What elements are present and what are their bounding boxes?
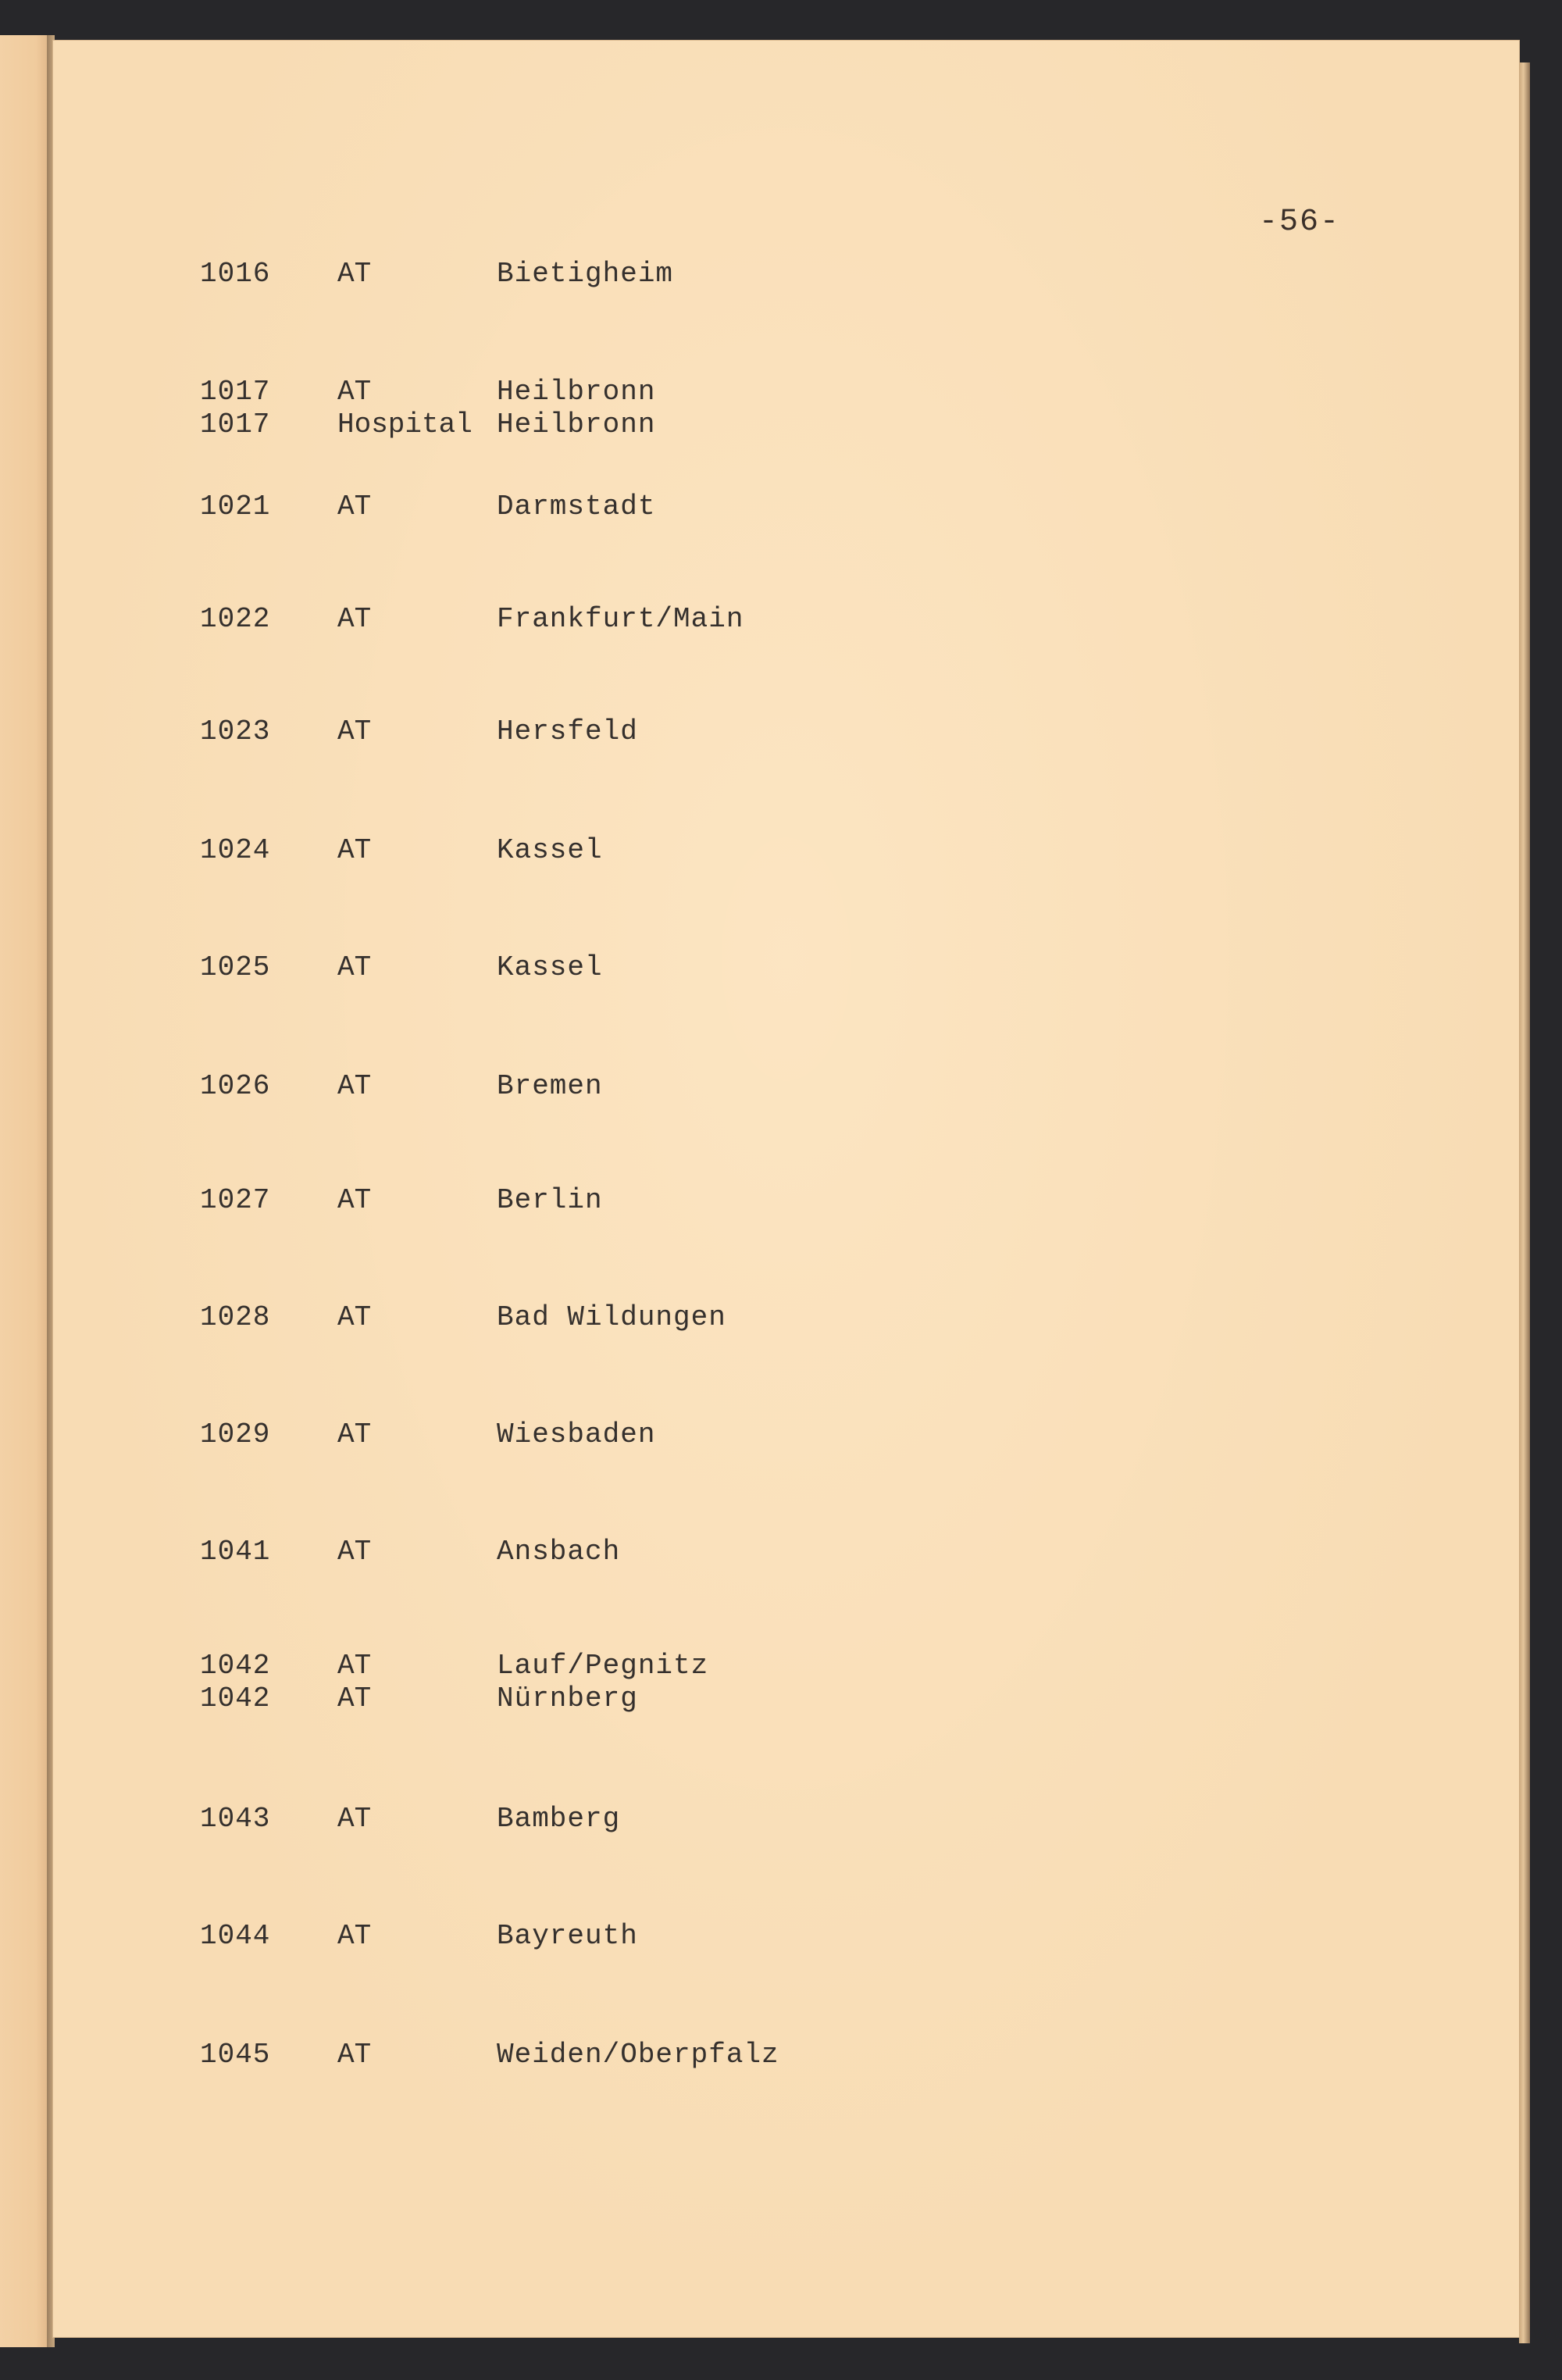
entry-place: Kassel [497, 951, 603, 983]
entry-number: 1042 [200, 1682, 271, 1715]
entry-line [0, 409, 1562, 441]
list-item [0, 1803, 1562, 1836]
list-item [0, 1301, 1562, 1334]
list-item [0, 1070, 1562, 1103]
entry-type: Hospital [337, 409, 473, 441]
entry-number: 1028 [200, 1301, 271, 1333]
entry-type: AT [337, 2039, 372, 2071]
entry-line [0, 1301, 1562, 1334]
entry-line [0, 1682, 1562, 1715]
entry-type: AT [337, 951, 372, 983]
entry-line [0, 1803, 1562, 1836]
list-item [0, 376, 1562, 441]
entry-number: 1016 [200, 258, 271, 290]
entry-type: AT [337, 834, 372, 866]
entry-place: Bietigheim [497, 258, 674, 290]
entry-type: AT [337, 376, 372, 408]
entry-type: AT [337, 1536, 372, 1568]
entry-line [0, 258, 1562, 291]
entry-line [0, 1536, 1562, 1568]
list-item [0, 2039, 1562, 2071]
list-item [0, 258, 1562, 291]
entry-line [0, 491, 1562, 523]
entry-type: AT [337, 1920, 372, 1952]
list-item [0, 1920, 1562, 1953]
entry-type: AT [337, 603, 372, 635]
entry-number: 1043 [200, 1803, 271, 1835]
entry-line [0, 715, 1562, 748]
entry-place: Ansbach [497, 1536, 621, 1568]
list-item [0, 1184, 1562, 1217]
entry-line [0, 1920, 1562, 1953]
entry-line [0, 951, 1562, 984]
entry-place: Bayreuth [497, 1920, 638, 1952]
entry-place: Nürnberg [497, 1682, 638, 1715]
entry-line [0, 2039, 1562, 2071]
entry-place: Weiden/Oberpfalz [497, 2039, 779, 2071]
entry-number: 1027 [200, 1184, 271, 1216]
entry-place: Frankfurt/Main [497, 603, 744, 635]
entry-type: AT [337, 1184, 372, 1216]
entry-type: AT [337, 1418, 372, 1450]
entry-place: Darmstadt [497, 491, 656, 523]
entry-number: 1045 [200, 2039, 271, 2071]
entry-number: 1021 [200, 491, 271, 523]
entry-number: 1044 [200, 1920, 271, 1952]
entry-place: Bremen [497, 1070, 603, 1102]
entry-line [0, 834, 1562, 867]
entry-number: 1017 [200, 376, 271, 408]
entry-type: AT [337, 1070, 372, 1102]
entry-type: AT [337, 1682, 372, 1715]
entry-line [0, 1650, 1562, 1682]
entry-number: 1025 [200, 951, 271, 983]
page-number: -56- [1259, 205, 1341, 240]
entry-line [0, 1070, 1562, 1103]
entry-line [0, 1184, 1562, 1217]
entry-type: AT [337, 1301, 372, 1333]
entry-place: Bad Wildungen [497, 1301, 726, 1333]
entry-number: 1023 [200, 715, 271, 748]
entry-number: 1017 [200, 409, 271, 441]
entry-number: 1024 [200, 834, 271, 866]
list-item [0, 715, 1562, 748]
list-item [0, 1650, 1562, 1715]
entry-type: AT [337, 258, 372, 290]
entry-number: 1022 [200, 603, 271, 635]
list-item [0, 951, 1562, 984]
entry-place: Lauf/Pegnitz [497, 1650, 709, 1682]
entry-place: Heilbronn [497, 376, 656, 408]
list-item [0, 491, 1562, 523]
entry-place: Wiesbaden [497, 1418, 656, 1450]
entry-place: Hersfeld [497, 715, 638, 748]
entry-number: 1042 [200, 1650, 271, 1682]
entry-type: AT [337, 1650, 372, 1682]
entry-place: Heilbronn [497, 409, 656, 441]
entry-number: 1041 [200, 1536, 271, 1568]
entry-place: Berlin [497, 1184, 603, 1216]
list-item [0, 1418, 1562, 1451]
list-item [0, 834, 1562, 867]
entry-line [0, 1418, 1562, 1451]
entry-number: 1026 [200, 1070, 271, 1102]
entry-type: AT [337, 1803, 372, 1835]
entry-type: AT [337, 491, 372, 523]
entry-line [0, 376, 1562, 409]
entry-place: Kassel [497, 834, 603, 866]
entry-line [0, 603, 1562, 636]
list-item [0, 1536, 1562, 1568]
entry-type: AT [337, 715, 372, 748]
entry-place: Bamberg [497, 1803, 621, 1835]
list-item [0, 603, 1562, 636]
entry-number: 1029 [200, 1418, 271, 1450]
